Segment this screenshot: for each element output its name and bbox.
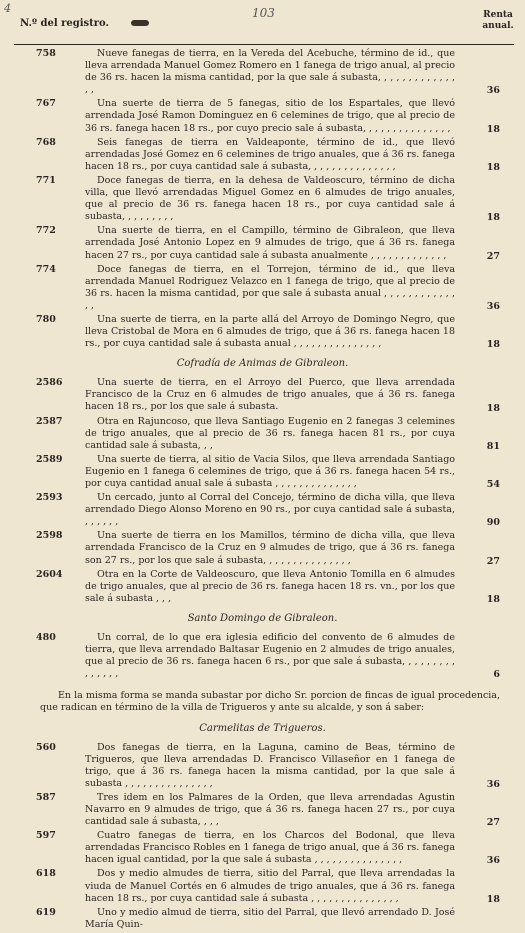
registry-entry (0, 225, 525, 261)
entries-group-c (0, 632, 525, 680)
entry-text: Un cercado, junto al Corral del Concejo, término de dicha villa, que lleva arrendado Diego Alonso Moreno en 90 rs., por cuya cantidad sale á subasta, , , , , , , (85, 492, 455, 528)
registry-entry (0, 137, 525, 173)
registry-column-label: N.º del registro. (20, 18, 110, 29)
entry-amount: 27 (486, 250, 500, 262)
registry-entry (0, 868, 525, 904)
folio-number: 103 (252, 6, 275, 20)
entry-number: 768 (36, 136, 56, 148)
intro-paragraph: En la misma forma se manda subastar por dicho Sr. porcion de fincas de igual procedencia, que radican en término de la villa de Trigueros y ante su alcalde, y son á saber: (40, 690, 500, 714)
entry-amount: 81 (486, 440, 500, 452)
entry-text: Otra en Rajuncoso, que lleva Santiago Eugenio en 2 fanegas 3 celemines de trigo anuales, que al precio de 36 rs. fanega hacen 81 rs., por cuya cantidad sale á subasta, , , (85, 415, 455, 451)
entry-amount: 36 (486, 855, 500, 867)
registry-entry (0, 264, 525, 312)
registry-entry (0, 742, 525, 790)
entry-text: Seis fanegas de tierra en Valdeaponte, término de id., que llevó arrendadas José Gomez en 6 celemines de trigo anuales, que á 36 rs. fanega hacen 18 rs., por cuya cantidad sale á subasta, , , , , , , , , , , , , , , (85, 136, 455, 172)
registry-entry (0, 416, 525, 452)
registry-entry (0, 569, 525, 605)
registry-entry (0, 377, 525, 413)
entry-number: 587 (36, 791, 56, 803)
entry-text: Uno y medio almud de tierra, sitio del Parral, que llevó arrendado D. José María Quin- (85, 906, 455, 930)
entry-number: 767 (36, 98, 56, 110)
section-heading-santo-domingo: Santo Domingo de Gibraleon. (187, 612, 338, 624)
entry-text: Tres idem en los Palmares de la Orden, que lleva arrendadas Agustin Navarro en 9 almudes de trigo, que á 36 rs. fanega hacen 27 rs., por cuya cantidad sale á subasta, , , , (85, 791, 455, 828)
entry-text: Una suerte de tierra, en el Arroyo del Puerco, que lleva arrendada Francisco de la Cruz en 6 almudes de trigo anuales, que á 36 rs. fanega hacen 18 rs., por los que sale á subasta. (85, 377, 455, 413)
registry-entry (0, 454, 525, 490)
entry-number: 618 (36, 868, 56, 880)
section-heading-animas: Cofradía de Animas de Gibraleon. (176, 358, 349, 370)
entry-text: Doce fanegas de tierra, en el Torrejon, término de id., que lleva arrendada Manuel Rodriguez Velazco en 1 fanega de trigo, que al precio de 36 rs. hacen la misma cantidad, por que sale á subasta anual , , , , , , , , , , , , , , (85, 263, 455, 311)
entry-number: 2604 (36, 568, 63, 580)
entry-amount: 27 (486, 817, 500, 829)
registry-entry (0, 830, 525, 866)
entry-number: 771 (36, 174, 56, 186)
entry-amount: 27 (486, 555, 500, 567)
entry-number: 2593 (36, 492, 63, 504)
registry-entry (0, 530, 525, 566)
registry-entry (0, 175, 525, 223)
entry-amount: 18 (486, 161, 500, 173)
entry-text: Dos y medio almudes de tierra, sitio del Parral, que lleva arrendadas la viuda de Manuel Cortés en 6 almudes de trigo anuales, que á 36 rs. fanega hacen 18 rs., por cuya cantidad sale á subasta , , , , , , , , , , , , , , , (85, 868, 455, 904)
entry-amount: 36 (486, 778, 500, 790)
registry-entry (0, 632, 525, 680)
registry-entry (0, 98, 525, 134)
entry-text: Una suerte de tierra, en el Campillo, término de Gibraleon, que lleva arrendada José Antonio Lopez en 9 almudes de trigo, que á 36 rs. fanega hacen 27 rs., por cuya cantidad sale á subasta anualmente , , , , , , , , , , , , , (85, 225, 455, 261)
document-body (0, 48, 525, 933)
entry-text: Una suerte de tierra en los Mamillos, término de dicha villa, que lleva arrendada Francisco de la Cruz en 9 almudes de trigo, que á 36 rs. fanega son 27 rs., por los que sale á subasta, , , , , , , , , , , , , , , (85, 530, 455, 566)
entry-number: 774 (36, 263, 56, 275)
entry-number: 2598 (36, 530, 63, 542)
entry-text: Una suerte de tierra, en la parte allá del Arroyo de Domingo Negro, que lleva Cristobal de Mora en 6 almudes de trigo, que á 36 rs. fanega hacen 18 rs., por cuya cantidad sale á subasta anual , , , , , , , , , , , , , , , (85, 313, 455, 350)
entry-text: Dos fanegas de tierra, en la Laguna, camino de Beas, término de Trigueros, que lleva arrendadas D. Francisco Villaseñor en 1 fanega de trigo, que á 36 rs. fanega hacen la misma cantidad, por la que sale á subasta , , , , , , , , , , , , , , , (85, 741, 455, 789)
registry-entry (0, 492, 525, 528)
page-header (0, 0, 525, 40)
entry-amount: 18 (486, 339, 500, 351)
entry-number: 560 (36, 741, 56, 753)
entry-number: 772 (36, 225, 56, 237)
registry-entry (0, 48, 525, 96)
entry-number: 597 (36, 830, 56, 842)
entry-number: 2587 (36, 415, 63, 427)
entry-text: Una suerte de tierra, al sitio de Vacia Silos, que lleva arrendada Santiago Eugenio en 1 fanega 6 celemines de trigo, que á 36 rs. fanega hacen 54 rs., por cuya cantidad anual sale á subasta , , , , , , , , , , , , , , (85, 453, 455, 489)
entry-amount: 18 (486, 893, 500, 905)
entry-amount: 18 (486, 402, 500, 414)
entry-text: Una suerte de tierra de 5 fanegas, sitio de los Espartales, que llevó arrendada José Ramon Dominguez en 6 celemines de trigo, que al precio de 36 rs. fanega hacen 18 rs., por cuyo precio sale á subasta, , , , , , , , , , , , , , , (85, 98, 455, 134)
entry-amount: 36 (486, 85, 500, 97)
entry-text: Cuatro fanegas de tierra, en los Charcos del Bodonal, que lleva arrendadas Francisco Robles en 1 fanega de trigo anual, que á 36 rs. fanega hacen igual cantidad, por la que sale á subasta , , , , , , , , , , , , , , , (85, 830, 455, 866)
entries-group-b (0, 377, 525, 605)
pencil-mark: 4 (4, 2, 11, 15)
entry-amount: 18 (486, 212, 500, 224)
registry-entry (0, 907, 525, 931)
entries-group-a (0, 48, 525, 350)
entry-number: 619 (36, 906, 56, 918)
entry-text: Otra en la Corte de Valdeoscuro, que lleva Antonio Tomilla en 6 almudes de trigo anuales, que al precio de 36 rs. fanega hacen 18 rs. vn., por los que sale á subasta , , , (85, 568, 455, 604)
annual-label-line2: anual. (482, 21, 514, 31)
annual-label-line1: Renta (483, 10, 513, 20)
entry-amount: 90 (486, 517, 500, 529)
header-rule (14, 44, 514, 45)
registry-entry (0, 792, 525, 828)
section-heading-carmelitas: Carmelitas de Trigueros. (199, 722, 326, 734)
entry-text: Nueve fanegas de tierra, en la Vereda del Acebuche, término de id., que lleva arrendada Manuel Gomez Romero en 1 fanega de trigo anual, al precio de 36 rs. hacen la misma cantidad, por la que sale á subasta, , , , , , , , , , , , , , , (85, 48, 455, 96)
entry-amount: 18 (486, 593, 500, 605)
entry-amount: 6 (493, 669, 500, 681)
entry-amount: 36 (486, 300, 500, 312)
entry-number: 2589 (36, 453, 63, 465)
entry-number: 758 (36, 48, 56, 59)
annual-column-label (478, 10, 518, 32)
entry-number: 2586 (36, 377, 63, 389)
entry-text: Doce fanegas de tierra, en la dehesa de Valdeoscuro, término de dicha villa, que llevó arrendadas Miguel Gomez en 6 almudes de trigo anuales, que al precio de 36 rs. fanega hacen 18 rs., por cuya cantidad sale á subasta, , , , , , , , , (85, 174, 455, 223)
registry-entry (0, 314, 525, 350)
entry-number: 480 (36, 631, 56, 643)
entry-number: 780 (36, 313, 56, 325)
entry-amount: 18 (486, 123, 500, 135)
entry-amount: 54 (486, 479, 500, 491)
entry-text: Un corral, de lo que era iglesia edificio del convento de 6 almudes de tierra, que lleva arrendado Baltasar Eugenio en 2 almudes de trigo anuales, que al precio de 36 rs. fanega hacen 6 rs., por que sale á subasta, , , , , , , , , , , , , , , (85, 631, 455, 680)
entries-group-d (0, 742, 525, 931)
ink-blot (131, 20, 149, 26)
